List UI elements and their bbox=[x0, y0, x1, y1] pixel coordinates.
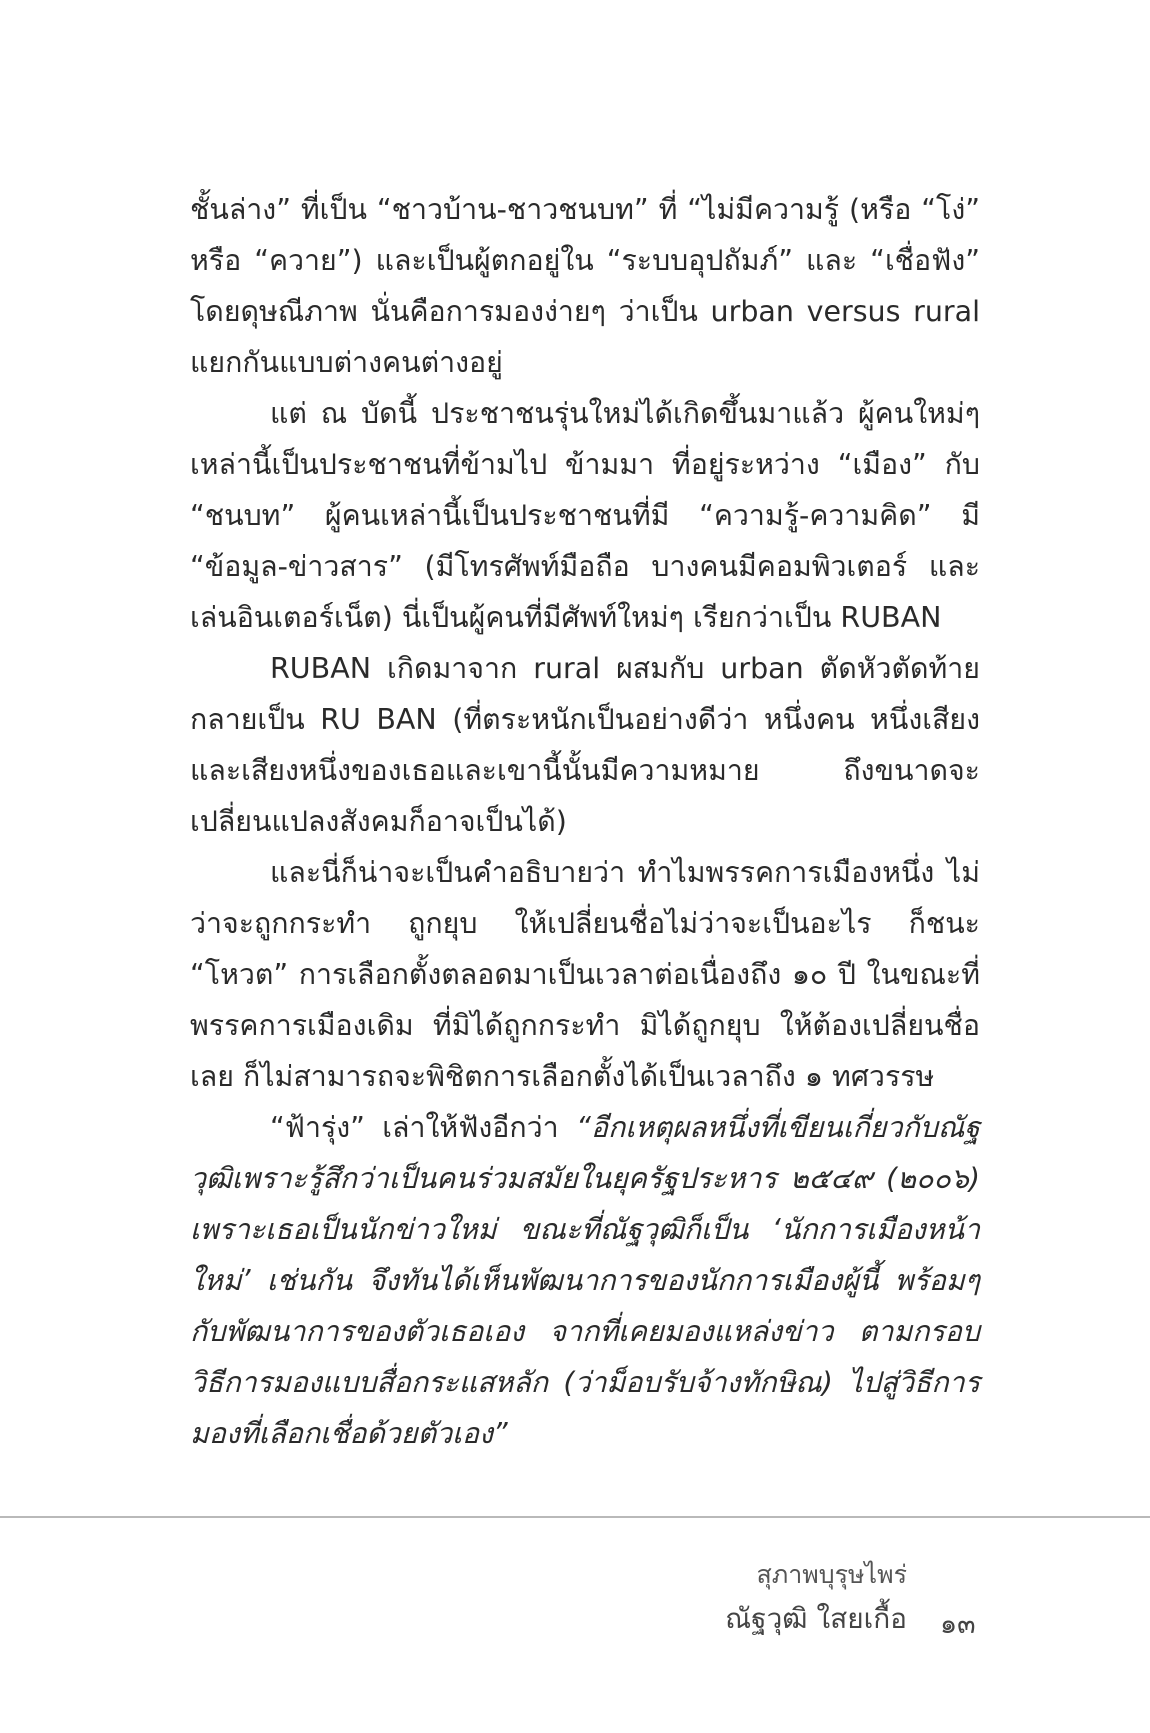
body-text bbox=[190, 184, 980, 1459]
quote-italic-text: “อีกเหตุผลหนึ่งที่เขียนเกี่ยวกับณัฐวุฒิเพราะรู้สึกว่าเป็นคนร่วมสมัยในยุครัฐประหาร ๒๕๔๙ (๒๐๐๖) เพราะเธอเป็นนักข่าวใหม่ ขณะที่ณัฐวุฒิก็เป็น ‘นักการเมืองหน้าใหม่’ เช่นกัน จึงทันได้เห็นพัฒนาการของนักการเมืองผู้นี้ พร้อมๆ กับพัฒนาการของตัวเธอเอง จากที่เคยมองแหล่งข่าว ตามกรอบวิธีการมองแบบสื่อกระแสหลัก (ว่าม็อบรับจ้างทักษิณ) ไปสู่วิธีการมองที่เลือกเชื่อด้วยตัวเอง” bbox=[190, 1111, 980, 1450]
paragraph-5-quote bbox=[190, 1102, 980, 1459]
footer-running-head bbox=[725, 1558, 907, 1640]
book-series-title: สุภาพบุรุษไพร่ bbox=[756, 1560, 907, 1589]
paragraph-1: ชั้นล่าง” ที่เป็น “ชาวบ้าน-ชาวชนบท” ที่ “ไม่มีความรู้ (หรือ “โง่” หรือ “ควาย”) และเป็นผู้ตกอยู่ใน “ระบบอุปถัมภ์” และ “เชื่อฟัง” โดยดุษณีภาพ นั่นคือการมองง่ายๆ ว่าเป็น urban versus rural แยกกันแบบต่างคนต่างอยู่ bbox=[190, 193, 980, 379]
footer-divider bbox=[0, 1516, 1150, 1518]
author-name: ณัฐวุฒิ ใสยเกื้อ bbox=[725, 1602, 907, 1635]
paragraph-4: และนี่ก็น่าจะเป็นคำอธิบายว่า ทำไมพรรคการเมืองหนึ่ง ไม่ว่าจะถูกกระทำ ถูกยุบ ให้เปลี่ยนชื่อไม่ว่าจะเป็นอะไร ก็ชนะ “โหวต” การเลือกตั้งตลอดมาเป็นเวลาต่อเนื่องถึง ๑๐ ปี ในขณะที่พรรคการเมืองเดิม ที่มิได้ถูกกระทำ มิได้ถูกยุบ ให้ต้องเปลี่ยนชื่อเลย ก็ไม่สามารถจะพิชิตการเลือกตั้งได้เป็นเวลาถึง ๑ ทศวรรษ bbox=[190, 856, 980, 1093]
page-number: ๑๓ bbox=[940, 1609, 976, 1640]
quote-lead: “ฟ้ารุ่ง” เล่าให้ฟังอีกว่า bbox=[270, 1111, 577, 1144]
paragraph-2: แต่ ณ บัดนี้ ประชาชนรุ่นใหม่ได้เกิดขึ้นมาแล้ว ผู้คนใหม่ๆ เหล่านี้เป็นประชาชนที่ข้ามไป ข้ามมา ที่อยู่ระหว่าง “เมือง” กับ “ชนบท” ผู้คนเหล่านี้เป็นประชาชนที่มี “ความรู้-ความคิด” มี “ข้อมูล-ข่าวสาร” (มีโทรศัพท์มือถือ บางคนมีคอมพิวเตอร์ และเล่นอินเตอร์เน็ต) นี่เป็นผู้คนที่มีศัพท์ใหม่ๆ เรียกว่าเป็น RUBAN bbox=[190, 397, 980, 634]
paragraph-3: RUBAN เกิดมาจาก rural ผสมกับ urban ตัดหัวตัดท้าย กลายเป็น RU BAN (ที่ตระหนักเป็นอย่างดีว่า หนึ่งคน หนึ่งเสียง และเสียงหนึ่งของเธอและเขานี้นั้นมีความหมาย ถึงขนาดจะเปลี่ยนแปลงสังคมก็อาจเป็นได้) bbox=[190, 652, 980, 838]
